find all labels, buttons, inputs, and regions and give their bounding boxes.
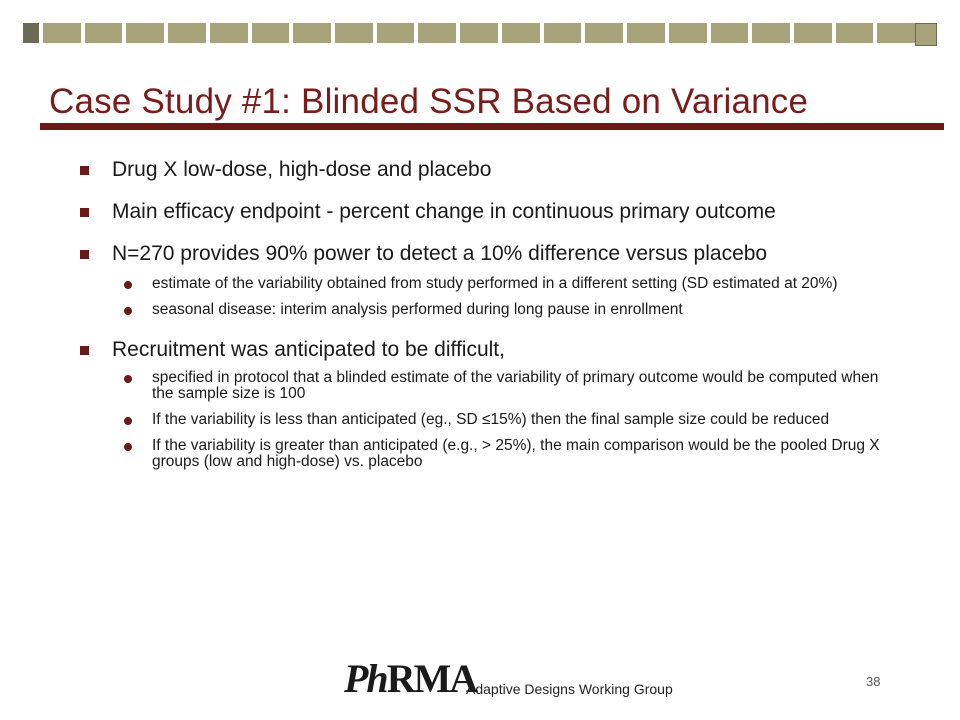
top-bar-segment [418, 23, 456, 43]
top-bar-segment [836, 23, 874, 43]
top-bar-segment [669, 23, 707, 43]
top-bar-segment [252, 23, 290, 43]
bullet-power: N=270 provides 90% power to detect a 10% difference versus placebo [80, 242, 880, 265]
slide-title: Case Study #1: Blinded SSR Based on Variance [49, 82, 809, 121]
top-bar-segment [23, 23, 39, 43]
logo-prefix: Ph [344, 656, 387, 701]
sub-bullet-blinded-estimate: specified in protocol that a blinded estimate of the variability of primary outcome would be computed when the sample size is 100 [80, 370, 880, 402]
top-bar-segment [585, 23, 623, 43]
bullet-endpoint: Main efficacy endpoint - percent change in continuous primary outcome [80, 200, 880, 223]
top-bar-segment [502, 23, 540, 43]
top-bar-segment [43, 23, 81, 43]
slide-content [80, 150, 880, 470]
top-bar-segment [85, 23, 123, 43]
title-underline-rule [40, 123, 944, 130]
logo-suffix: RMA [386, 656, 477, 701]
top-bar-segment [168, 23, 206, 43]
top-bar-segment [335, 23, 373, 43]
top-bar-segment [752, 23, 790, 43]
top-decorative-bar [23, 23, 915, 43]
phrma-logo [344, 656, 477, 701]
top-bar-segment [210, 23, 248, 43]
page-number: 38 [866, 674, 881, 689]
footer-group-label: Adaptive Designs Working Group [466, 681, 673, 697]
corner-square-decoration [915, 23, 937, 46]
sub-bullet-variability-estimate: estimate of the variability obtained from study performed in a different setting (SD estimated at 20%) [80, 276, 880, 292]
top-bar-segment [460, 23, 498, 43]
top-bar-segment [794, 23, 832, 43]
sub-bullet-variability-less: If the variability is less than anticipated (eg., SD ≤15%) then the final sample size could be reduced [80, 412, 880, 428]
sub-bullet-variability-greater: If the variability is greater than anticipated (e.g., > 25%), the main comparison would be the pooled Drug X groups (low and high-dose) vs. placebo [80, 438, 880, 470]
sub-bullet-seasonal-disease: seasonal disease: interim analysis performed during long pause in enrollment [80, 302, 880, 318]
top-bar-segment [877, 23, 915, 43]
top-bar-segment [126, 23, 164, 43]
top-bar-segment [544, 23, 582, 43]
bullet-recruitment: Recruitment was anticipated to be difficult, [80, 338, 880, 361]
top-bar-segment [711, 23, 749, 43]
top-bar-segment [293, 23, 331, 43]
top-bar-segment [377, 23, 415, 43]
top-bar-segment [627, 23, 665, 43]
bullet-drug-arms: Drug X low-dose, high-dose and placebo [80, 158, 880, 181]
